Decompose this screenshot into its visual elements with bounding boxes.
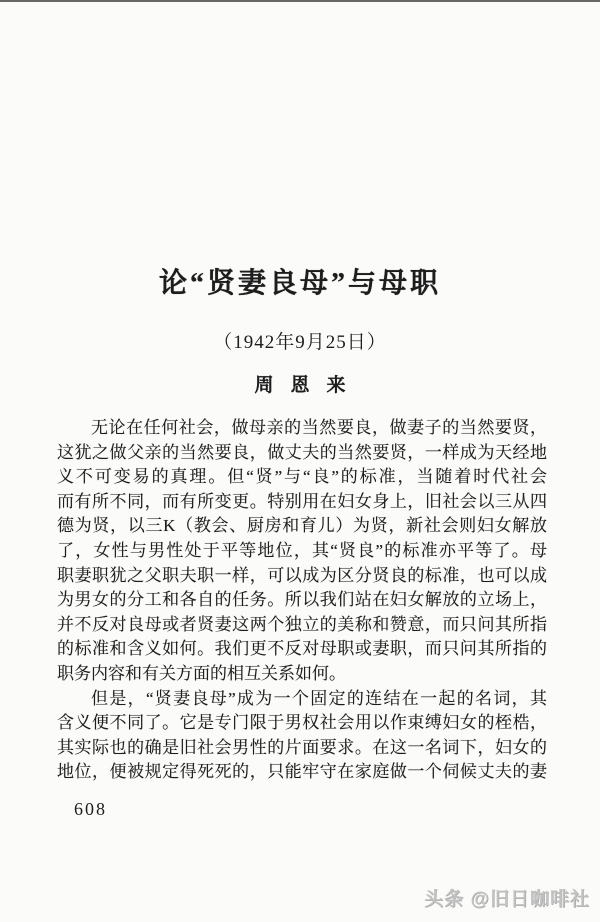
body-line: 了，女性与男性处于平等地位，其“贤良”的标准亦平等了。母: [57, 540, 547, 560]
page-number: 608: [74, 799, 107, 819]
article-body: [57, 416, 547, 785]
body-line: 的标准和含义如何。我们更不反对母职或妻职，而只问其所指的: [57, 639, 547, 659]
body-line: 无论在任何社会，做母亲的当然要良，做妻子的当然要贤，: [91, 418, 547, 437]
body-line: 其实际也的确是旧社会男性的片面要求。在这一名词下，妇女的: [57, 737, 547, 757]
scan-top-edge: [0, 0, 600, 2]
body-line: 并不反对良母或者贤妻这两个独立的美称和赞意，而只问其所指: [57, 614, 547, 634]
article-date: （1942年9月25日）: [213, 332, 387, 353]
watermark: 头条 @旧日咖啡社: [424, 889, 590, 910]
body-line: 地位，便被规定得死死的，只能牢守在家庭做一个伺候丈夫的妻: [57, 762, 547, 782]
body-line: 德为贤，以三K（教会、厨房和育儿）为贤，新社会则妇女解放: [57, 516, 547, 536]
body-line: 而有所不同，而有所变更。特别用在妇女身上，旧社会以三从四: [57, 491, 547, 511]
body-line: 含义便不同了。它是专门限于男权社会用以作束缚妇女的桎梏，: [57, 713, 547, 733]
body-line: 义不可变易的真理。但“贤”与“良”的标准，当随着时代社会: [57, 467, 547, 487]
body-line: 但是，“贤妻良母”成为一个固定的连结在一起的名词，其: [91, 688, 547, 708]
body-line: 职务内容和有关方面的相互关系如何。: [57, 663, 346, 683]
body-line: 这犹之做父亲的当然要良，做丈夫的当然要贤，一样成为天经地: [57, 442, 547, 462]
article-title: 论“贤妻良母”与母职: [158, 268, 441, 299]
body-line: 职妻职犹之父职夫职一样，可以成为区分贤良的标准，也可以成: [57, 565, 547, 585]
body-line: 为男女的分工和各自的任务。所以我们站在妇女解放的立场上，: [57, 590, 547, 610]
article-author: 周恩来: [254, 375, 363, 396]
